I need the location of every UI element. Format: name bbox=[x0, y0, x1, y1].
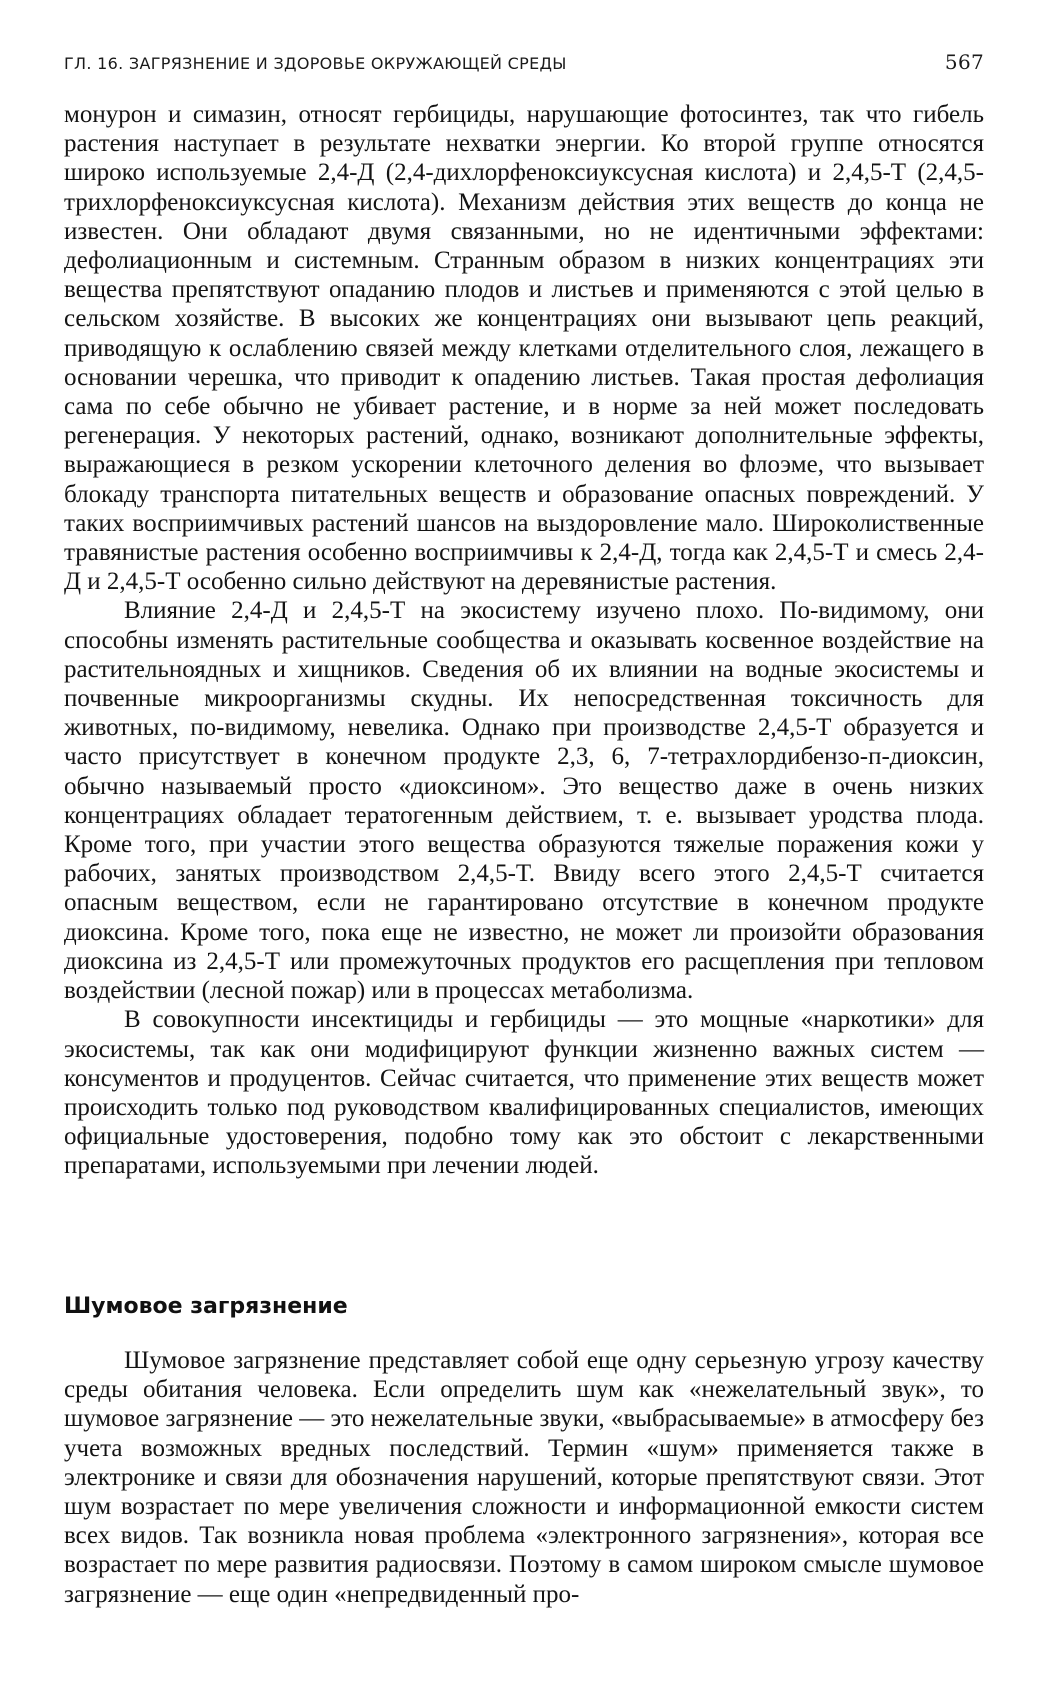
running-head bbox=[64, 50, 984, 78]
page-number: 567 bbox=[944, 50, 984, 74]
paragraph-noise-pollution: Шумовое загрязнение представляет собой еще одну серьезную угрозу качеству среды обитания человека. Если определить шум как «нежелательный звук», то шумовое загрязнение — это нежелательные звуки, «выбрасываемые» в атмосферу без учета возможных вредных последствий. Термин «шум» применяется также в электронике и связи для обозначения нарушений, которые препятствуют связи. Этот шум возрастает по мере увеличения сложности и информационной емкости систем всех видов. Так возникла новая проблема «электронного загрязнения», которая все возрастает по мере развития радиосвязи. Поэтому в самом широком смысле шумовое загрязнение — еще один «непредвиденный про- bbox=[64, 1347, 984, 1608]
paragraph-herbicides-continued: монурон и симазин, относят гербициды, нарушающие фотосинтез, так что гибель растения наступает в результате нехватки энергии. Ко второй группе относятся широко используемые 2,4-Д (2,4-дихлорфеноксиуксусная кислота) и 2,4,5-Т (2,4,5-трихлорфеноксиуксусная кислота). Механизм действия этих веществ до конца не известен. Они обладают двумя связанными, но не идентичными эффектами: дефолиационным и системным. Странным образом в низких концентрациях эти вещества препятствуют опаданию плодов и листьев и применяются с этой целью в сельском хозяйстве. В высоких же концентрациях они вызывают цепь реакций, приводящую к ослаблению связей между клетками отделительного слоя, лежащего в основании черешка, что приводит к опадению листьев. Такая простая дефолиация сама по себе обычно не убивает растение, и в норме за ней может последовать регенерация. У некоторых растений, однако, возникают дополнительные эффекты, выражающиеся в резком ускорении клеточного деления во флоэме, что вызывает блокаду транспорта питательных веществ и образование опасных повреждений. У таких восприимчивых растений шансов на выздоровление мало. Широколиственные травянистые растения особенно восприимчивы к 2,4-Д, тогда как 2,4,5-Т и смесь 2,4-Д и 2,4,5-Т особенно сильно действуют на деревянистые растения. bbox=[64, 101, 984, 596]
body-text bbox=[64, 100, 984, 1181]
paragraph-narcotics-summary: В совокупности инсектициды и гербициды — это мощные «наркотики» для экосистемы, так как они модифицируют функции жизненно важных систем — консументов и продуцентов. Сейчас считается, что применение этих веществ может происходить только под руководством квалифицированных специалистов, имеющих официальные удостоверения, подобно тому как это обстоит с лекарственными препаратами, используемыми при лечении людей. bbox=[64, 1006, 984, 1180]
section-text bbox=[64, 1346, 984, 1609]
paragraph-ecosystem-effects: Влияние 2,4-Д и 2,4,5-Т на экосистему изучено плохо. По-видимому, они способны изменять растительные сообщества и оказывать косвенное воздействие на растительноядных и хищников. Сведения об их влиянии на водные экосистемы и почвенные микроорганизмы скудны. Их непосредственная токсичность для животных, по-видимому, невелика. Однако при производстве 2,4,5-Т образуется и часто присутствует в конечном продукте 2,3, 6, 7-тетрахлордибензо-п-диоксин, обычно называемый просто «диоксином». Это вещество даже в очень низких концентрациях обладает тератогенным действием, т. е. вызывает уродства плода. Кроме того, при участии этого вещества образуются тяжелые поражения кожи у рабочих, занятых производством 2,4,5-Т. Ввиду всего этого 2,4,5-Т считается опасным веществом, если не гарантировано отсутствие в конечном продукте диоксина. Кроме того, пока еще не известно, не может ли произойти образования диоксина из 2,4,5-Т или промежуточных продуктов его расщепления при тепловом воздействии (лесной пожар) или в процессах метаболизма. bbox=[64, 597, 984, 1005]
chapter-title: ГЛ. 16. ЗАГРЯЗНЕНИЕ И ЗДОРОВЬЕ ОКРУЖАЮЩЕЙ СРЕДЫ bbox=[64, 54, 567, 73]
section-heading: Шумовое загрязнение bbox=[64, 1294, 348, 1319]
